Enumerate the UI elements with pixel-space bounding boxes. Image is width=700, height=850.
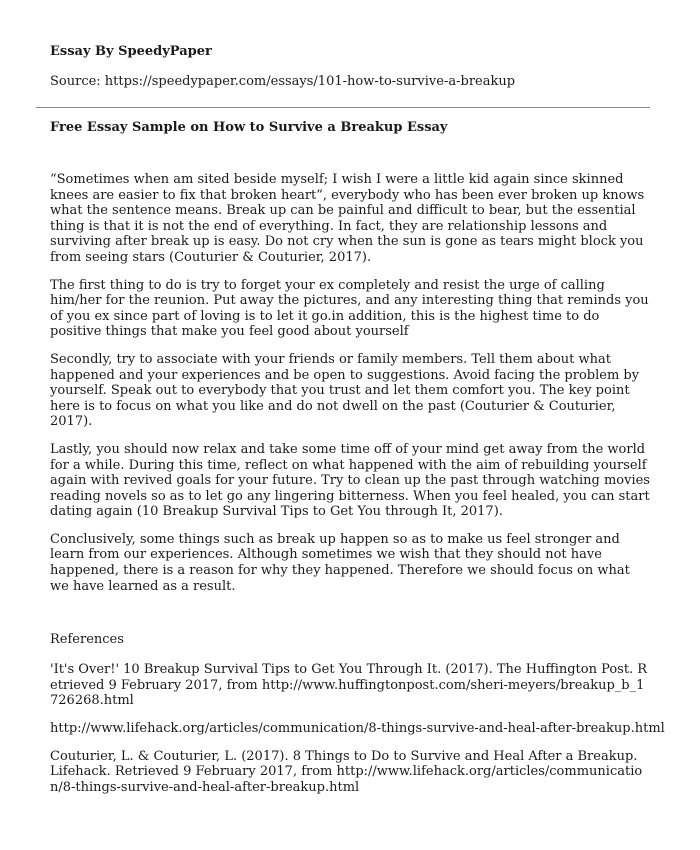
reference-item-3: Couturier, L. & Couturier, L. (2017). 8 Things to Do to Survive and Heal After a Breakup. Lifehack. Retrieved 9 February 2017, from http://www.lifehack.org/articles/communication/8-things-survive-and-heal-after-breakup.html: [50, 748, 643, 795]
paragraph-2: The first thing to do is try to forget your ex completely and resist the urge of calling him/her for the reunion. Put away the pictures, and any interesting thing that reminds you of you ex since part of loving is to let it go.in addition, this is the highest time to do positive things that make you feel good about yourself: [50, 277, 649, 340]
paragraph-3: Secondly, try to associate with your friends or family members. Tell them about what happened and your experiences and be open to suggestions. Avoid facing the problem by yourself. Speak out to everybody that you trust and let them comfort you. The key point here is to focus on what you like and do not dwell on the past (Couturier & Couturier, 2017).: [50, 351, 640, 430]
references-list: [50, 662, 665, 795]
paragraph-1: “Sometimes when am sited beside myself; I wish I were a little kid again since skinned knees are easier to fix that broken heart”, everybody who has been ever broken up knows what the sentence means. Break up can be painful and difficult to bear, but the essential thing is that it is not the end of everything. In fact, they are relationship lessons and surviving after break up is easy. Do not cry when the sun is gone as tears might block you from seeing stars (Couturier & Couturier, 2017).: [50, 172, 645, 265]
document-title: Essay By SpeedyPaper: [50, 44, 212, 59]
paragraph-4: Lastly, you should now relax and take some time off of your mind get away from the world for a while. During this time, reflect on what happened with the aim of rebuilding yourself again with revived goals for your future. Try to clean up the past through watching movies reading novels so as to let go any lingering bitterness. When you feel healed, you can start dating again (10 Breakup Survival Tips to Get You through It, 2017).: [50, 441, 650, 520]
essay-title: Free Essay Sample on How to Survive a Breakup Essay: [50, 120, 448, 135]
reference-item-2: http://www.lifehack.org/articles/communication/8-things-survive-and-heal-after-breakup.html: [50, 721, 665, 737]
paragraph-5: Conclusively, some things such as break up happen so as to make us feel stronger and learn from our experiences. Although sometimes we wish that they should not have happened, there is a reason for why they happened. Therefore we should focus on what we have learned as a result.: [50, 531, 630, 594]
source-line: Source: https://speedypaper.com/essays/101-how-to-survive-a-breakup: [50, 74, 516, 89]
references-heading: References: [50, 632, 124, 648]
essay-body: [50, 172, 650, 594]
header-divider: [36, 107, 650, 108]
reference-item-1: 'It's Over!' 10 Breakup Survival Tips to Get You Through It. (2017). The Huffington Post. Retrieved 9 February 2017, from http://www.huffingtonpost.com/sheri-meyers/breakup_b_1726268.html: [50, 662, 648, 709]
